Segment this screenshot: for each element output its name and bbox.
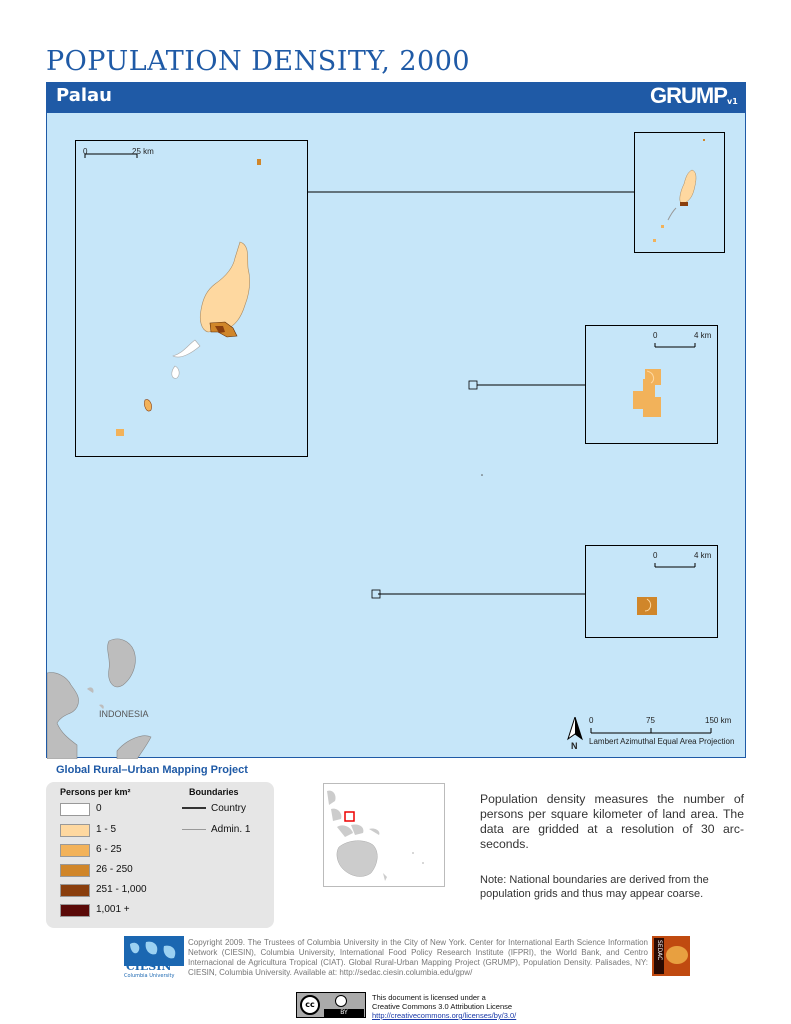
- legend-label-4: 251 - 1,000: [96, 884, 147, 895]
- legend-label-0: 0: [96, 803, 102, 814]
- license-link[interactable]: http://creativecommons.org/licenses/by/3.0/: [372, 1011, 517, 1020]
- license-line-2: Creative Commons 3.0 Attribution License: [372, 1002, 513, 1011]
- density-header: Persons per km²: [60, 787, 131, 797]
- inset-3-scale-label: 4 km: [694, 551, 712, 560]
- overview-scale-bar: [587, 725, 737, 737]
- cc-badge[interactable]: [296, 992, 366, 1018]
- main-inset-islands: [75, 140, 308, 457]
- attribution-icon: [335, 995, 347, 1007]
- legend-swatch-0: [60, 803, 90, 816]
- inset-2-scale-zero: 0: [653, 331, 658, 340]
- note-text: Note: National boundaries are derived from the population grids and thus may appear coarse.: [480, 874, 709, 900]
- legend-swatch-5: [60, 904, 90, 917]
- indonesia-label: INDONESIA: [99, 709, 149, 719]
- legend-swatch-4: [60, 884, 90, 897]
- sedac-logo-text: SEDAC: [656, 940, 663, 961]
- legend-swatch-1: [60, 824, 90, 837]
- boundaries-header: Boundaries: [189, 787, 239, 797]
- legend-label-1: 1 - 5: [96, 824, 117, 835]
- main-scale-label: 25 km: [132, 147, 154, 156]
- admin-boundary-label: Admin. 1: [211, 824, 251, 835]
- copyright-text: Copyright 2009. The Trustees of Columbia University in the City of New York. Center for International Earth Science Information Network (CIESIN), Columbia University, International Food Policy Research Institute (IFPRI), the World Bank, and Centro Internacional de Agricultura Tropical (CIAT). Global Rural-Urban Mapping Project (GRUMP), Population Density. Palisades, NY: CIESIN, Columbia University. Available at: http://sedac.ciesin.columbia.edu/gpw/: [188, 938, 648, 977]
- page-title: POPULATION DENSITY, 2000: [46, 46, 471, 77]
- north-label: N: [571, 741, 578, 751]
- admin-boundary-line: [182, 829, 206, 830]
- inset-2-scale-label: 4 km: [694, 331, 712, 340]
- legend-label-5: 1,001 +: [96, 904, 130, 915]
- legend-box: [46, 782, 274, 928]
- overview-inset-islands: [634, 132, 725, 253]
- map-area: [46, 112, 746, 758]
- grump-version: v1: [727, 97, 738, 106]
- license-text: [372, 993, 516, 1020]
- header-bar: [46, 82, 746, 112]
- cc-by-label: BY: [324, 1009, 364, 1017]
- locator-map: [323, 783, 445, 887]
- legend-swatch-2: [60, 844, 90, 857]
- overview-scale-mid: 75: [646, 716, 655, 725]
- projection-label: Lambert Azimuthal Equal Area Projection: [589, 737, 735, 746]
- cc-icon: cc: [300, 995, 320, 1015]
- country-boundary-line: [182, 807, 206, 809]
- inset-3-scale-zero: 0: [653, 551, 658, 560]
- country-boundary-label: Country: [211, 803, 247, 814]
- license-line-1: This document is licensed under a: [372, 993, 486, 1002]
- legend-swatch-3: [60, 864, 90, 877]
- legend-label-2: 6 - 25: [96, 844, 122, 855]
- description-text: Population density measures the number of persons per square kilometer of land area. The data are gridded at a resolution of 30 arc-seconds.: [480, 792, 744, 851]
- legend-label-3: 26 - 250: [96, 864, 133, 875]
- project-title: Global Rural–Urban Mapping Project: [56, 764, 248, 776]
- overview-scale-end: 150 km: [705, 716, 732, 725]
- inset-2-islands: [585, 325, 718, 444]
- indonesia-landmass: [47, 633, 207, 759]
- overview-scale-zero: 0: [589, 716, 594, 725]
- main-scale-zero: 0: [83, 147, 88, 156]
- sedac-logo: [652, 936, 690, 976]
- ciesin-subtitle: Columbia University: [124, 973, 175, 979]
- country-name: Palau: [56, 85, 112, 106]
- ciesin-logo-text: CIESIN: [126, 960, 172, 973]
- grump-logo: GRUMP: [650, 83, 727, 108]
